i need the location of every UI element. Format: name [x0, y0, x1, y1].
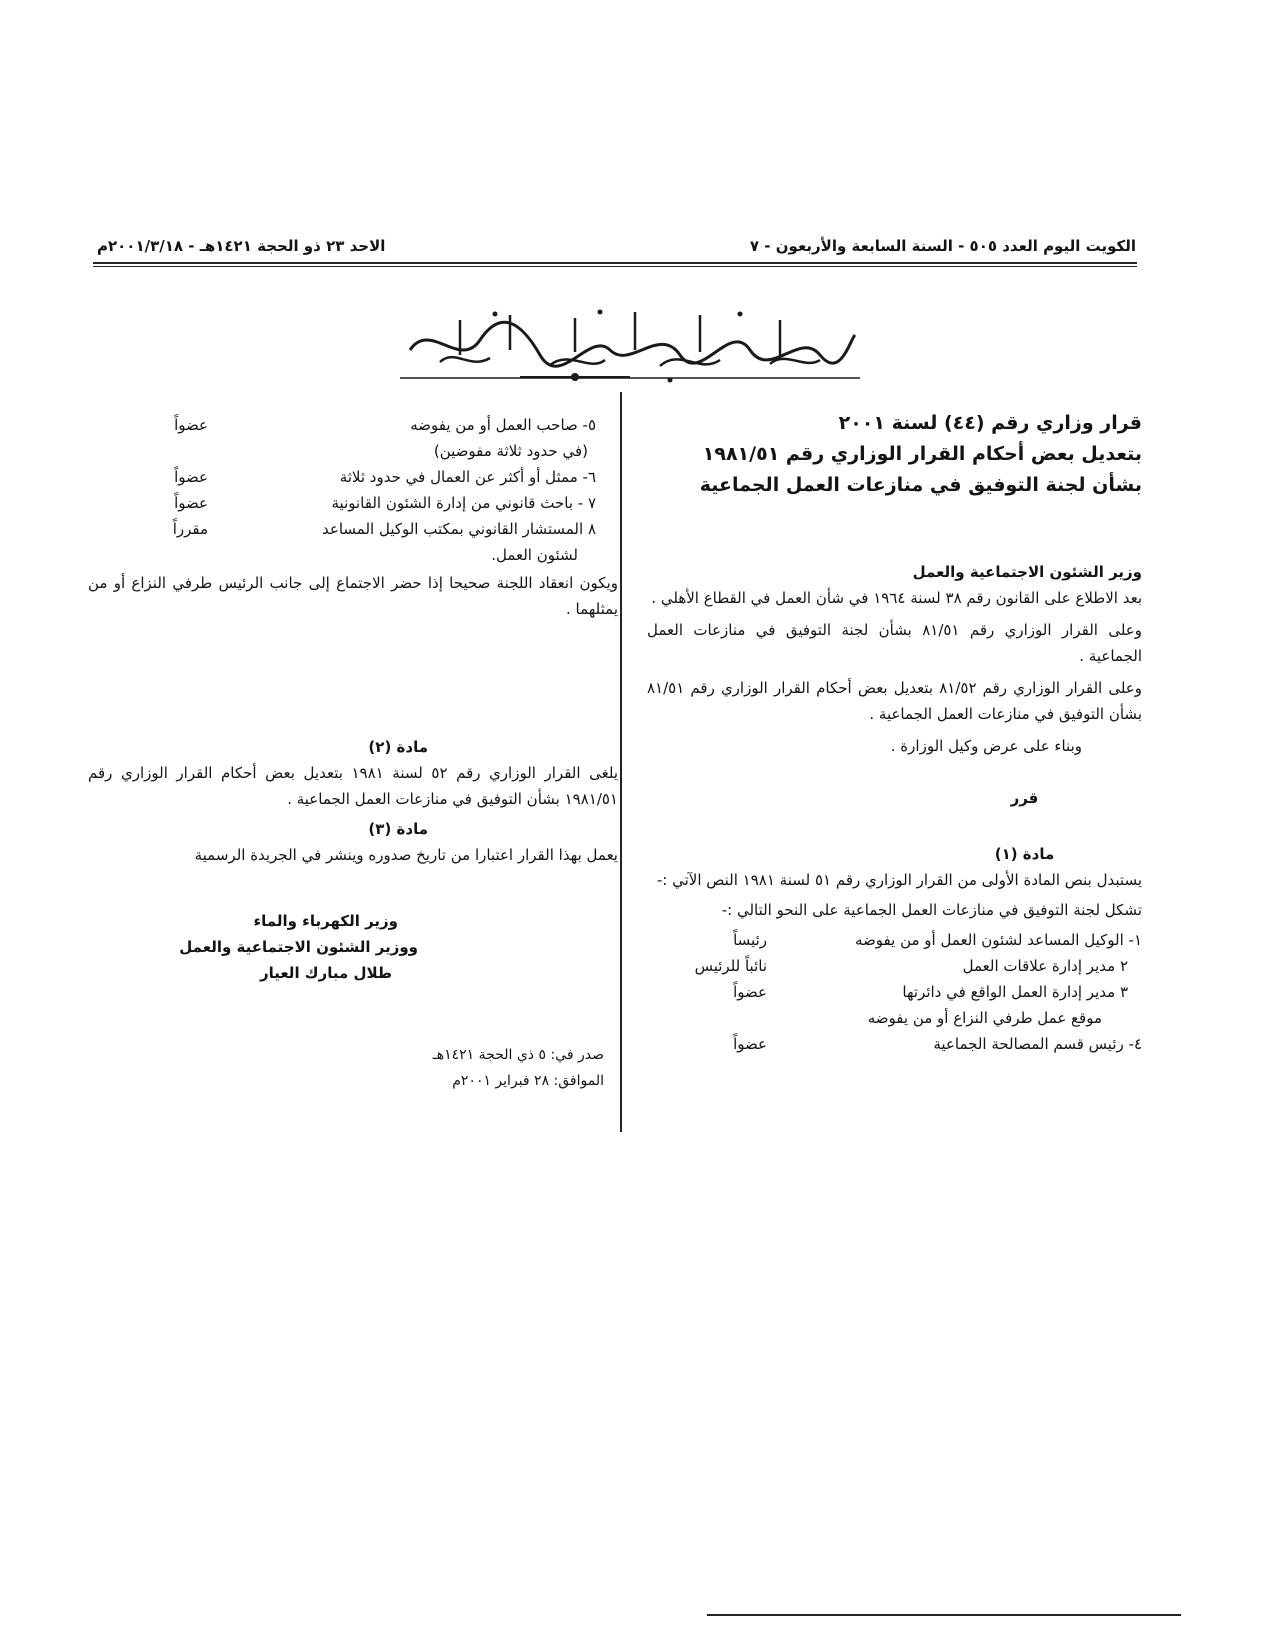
minister-heading: وزير الشئون الاجتماعية والعمل: [912, 563, 1142, 581]
article-2-heading: مادة (٢): [368, 738, 428, 756]
signature-title: وزير الكهرباء والماء: [253, 912, 398, 930]
issue-date-block: [88, 1042, 618, 1094]
preamble-paragraph: وبناء على عرض وكيل الوزارة .: [890, 737, 1082, 755]
footer-rule: [707, 1614, 1181, 1616]
article-2-text: يلغى القرار الوزاري رقم ٥٢ لسنة ١٩٨١ بتعديل بعض أحكام القرار الوزاري رقم ١٩٨١/٥١ بشأن التوفيق في منازعات العمل الجماعية .: [88, 764, 618, 808]
signature-title: ووزير الشئون الاجتماعية والعمل: [179, 938, 418, 956]
masthead-ornament: [520, 370, 630, 384]
list-item: ١- الوكيل المساعد لشئون العمل أو من يفوضه رئيساً: [733, 931, 1142, 949]
decision-title: [647, 408, 1142, 501]
signature-block: [88, 908, 618, 986]
signatory-name: طلال مبارك العيار: [259, 964, 392, 982]
article-1-intro: يستبدل بنص المادة الأولى من القرار الوزاري رقم ٥١ لسنة ١٩٨١ النص الآتي :-: [656, 871, 1142, 889]
article-1-heading: مادة (١): [994, 845, 1055, 863]
list-item: لشئون العمل.: [491, 546, 578, 564]
list-item: ٧ - باحث قانوني من إدارة الشئون القانونية عضواً: [174, 494, 596, 512]
list-item: موقع عمل طرفي النزاع أو من يفوضه: [867, 1009, 1102, 1027]
article-3-heading: مادة (٣): [368, 820, 428, 838]
list-item: ٣ مدير إدارة العمل الواقع في دائرتها عضواً: [733, 983, 1128, 1001]
decided-heading: قرر: [1010, 789, 1039, 807]
header-rule-thin: [93, 266, 1137, 267]
issued-gregorian: الموافق: ٢٨ فبراير ٢٠٠١م: [452, 1073, 604, 1089]
list-item: ٨ المستشار القانوني بمكتب الوكيل المساعد مقرراً: [172, 520, 596, 538]
left-column: [88, 412, 618, 1094]
preamble-paragraph: وعلى القرار الوزاري رقم ٨١/٥٢ بتعديل بعض أحكام القرار الوزاري رقم ٨١/٥١ بشأن التوفيق في منازعات العمل الجماعية .: [647, 679, 1143, 723]
article-1-formation: تشكل لجنة التوفيق في منازعات العمل الجماعية على النحو التالي :-: [721, 901, 1142, 919]
ministry-masthead-logo: [400, 300, 860, 395]
column-divider: [620, 392, 622, 1132]
committee-members-list: [647, 927, 1142, 1057]
article-3-text: يعمل بهذا القرار اعتبارا من تاريخ صدوره وينشر في الجريدة الرسمية: [194, 846, 618, 864]
header-rule: [93, 262, 1137, 264]
right-column: [647, 408, 1142, 1057]
issued-hijri: صدر في: ٥ ذي الحجة ١٤٢١هـ: [432, 1047, 604, 1063]
decision-subject-cont: بشأن لجنة التوفيق في منازعات العمل الجماعية: [699, 474, 1142, 496]
decision-subject: بتعديل بعض أحكام القرار الوزاري رقم ١٩٨١/٥١: [702, 443, 1142, 465]
committee-members-list-cont: [88, 412, 618, 568]
preamble-paragraph: بعد الاطلاع على القانون رقم ٣٨ لسنة ١٩٦٤ في شأن العمل في القطاع الأهلي .: [651, 589, 1142, 607]
list-item: ٢ مدير إدارة علاقات العمل نائباً للرئيس: [694, 957, 1128, 975]
list-item: ٥- صاحب العمل أو من يفوضه عضواً: [174, 416, 596, 434]
header-date: الاحد ٢٣ ذو الحجة ١٤٢١هـ - ٢٠٠١/٣/١٨م: [97, 237, 386, 255]
header-issue-info: الكويت اليوم العدد ٥٠٥ - السنة السابعة والأربعون - ٧: [749, 237, 1136, 255]
quorum-paragraph: ويكون انعقاد اللجنة صحيحا إذا حضر الاجتماع إلى جانب الرئيس طرفي النزاع أو من يمثلهما .: [88, 574, 618, 618]
list-item: ٦- ممثل أو أكثر عن العمال في حدود ثلاثة عضواً: [174, 468, 596, 486]
preamble-paragraph: وعلى القرار الوزاري رقم ٨١/٥١ بشأن لجنة التوفيق في منازعات العمل الجماعية .: [647, 621, 1142, 665]
list-item: ٤- رئيس قسم المصالحة الجماعية عضواً: [733, 1035, 1142, 1053]
decision-number: قرار وزاري رقم (٤٤) لسنة ٢٠٠١: [838, 412, 1142, 434]
list-item: (في حدود ثلاثة مفوضين): [433, 442, 588, 460]
